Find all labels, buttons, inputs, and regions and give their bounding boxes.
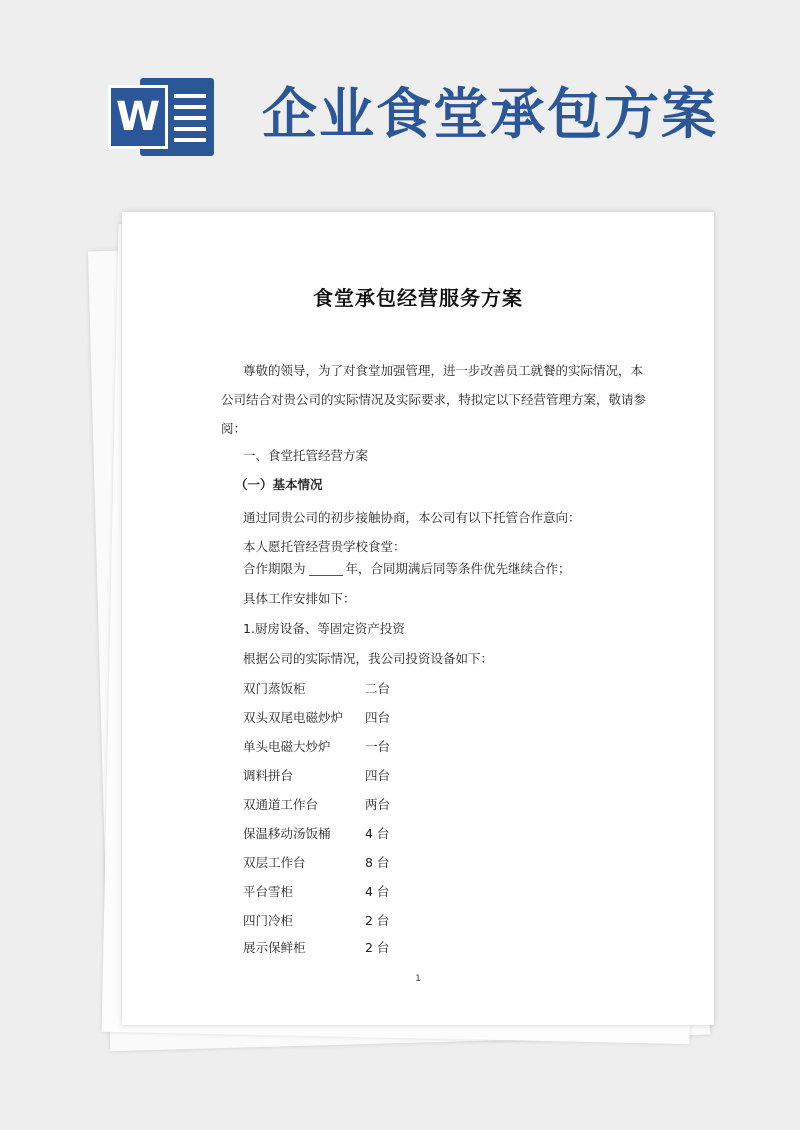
equipment-qty: 一台 [365, 739, 391, 754]
equipment-name: 展示保鲜柜 [243, 940, 306, 955]
equipment-qty: 2 台 [365, 940, 390, 955]
equipment-qty: 四台 [365, 768, 391, 783]
paragraph: 通过同贵公司的初步接触协商，本公司有以下托管合作意向： [243, 510, 581, 525]
equipment-qty: 2 台 [365, 913, 390, 928]
banner [0, 0, 800, 200]
word-icon-line [174, 116, 206, 120]
equipment-qty: 4 台 [365, 884, 390, 899]
word-icon-line [174, 127, 206, 131]
document-title: 食堂承包经营服务方案 [313, 286, 523, 310]
page-number: 1 [415, 974, 421, 984]
intro-line-2: 公司结合对贵公司的实际情况及实际要求，特拟定以下经营管理方案，敬请参 [221, 392, 647, 407]
intro-line-1: 尊敬的领导，为了对食堂加强管理，进一步改善员工就餐的实际情况，本 [243, 363, 644, 378]
paragraph: 根据公司的实际情况，我公司投资设备如下： [243, 651, 494, 666]
equipment-name: 平台雪柜 [243, 884, 294, 899]
paragraph: 1.厨房设备、等固定资产投资 [243, 621, 405, 636]
contract-term-label: 合作期限为 [243, 561, 306, 576]
subsection-heading: （一）基本情况 [235, 477, 323, 492]
word-icon-letter: W [108, 85, 168, 149]
document-page [122, 212, 714, 1025]
contract-term-rest: 年，合同期满后同等条件优先继续合作； [345, 561, 571, 576]
word-icon-line [174, 105, 206, 109]
contract-term-blank [309, 563, 343, 576]
section-heading: 一、食堂托管经营方案 [243, 448, 369, 463]
word-icon-line [174, 94, 206, 98]
equipment-name: 四门冷柜 [243, 913, 294, 928]
intro-line-3: 阅： [221, 421, 247, 436]
equipment-name: 双头双尾电磁炒炉 [243, 710, 344, 725]
equipment-qty: 两台 [365, 797, 391, 812]
equipment-name: 双通道工作台 [243, 797, 319, 812]
banner-title: 企业食堂承包方案 [262, 81, 719, 146]
equipment-qty: 二台 [365, 681, 391, 696]
equipment-qty: 8 台 [365, 855, 390, 870]
equipment-qty: 四台 [365, 710, 391, 725]
equipment-name: 双门蒸饭柜 [243, 681, 306, 696]
paragraph-contract-term [243, 559, 571, 577]
equipment-name: 调料拼台 [243, 768, 294, 783]
equipment-name: 单头电磁大炒炉 [243, 739, 331, 754]
paragraph: 本人愿托管经营贵学校食堂： [243, 539, 406, 554]
equipment-name: 双层工作台 [243, 855, 306, 870]
equipment-qty: 4 台 [365, 826, 390, 841]
equipment-name: 保温移动汤饭桶 [243, 826, 331, 841]
word-icon-line [174, 138, 206, 142]
paragraph: 具体工作安排如下： [243, 591, 356, 606]
word-document-icon [108, 78, 214, 156]
